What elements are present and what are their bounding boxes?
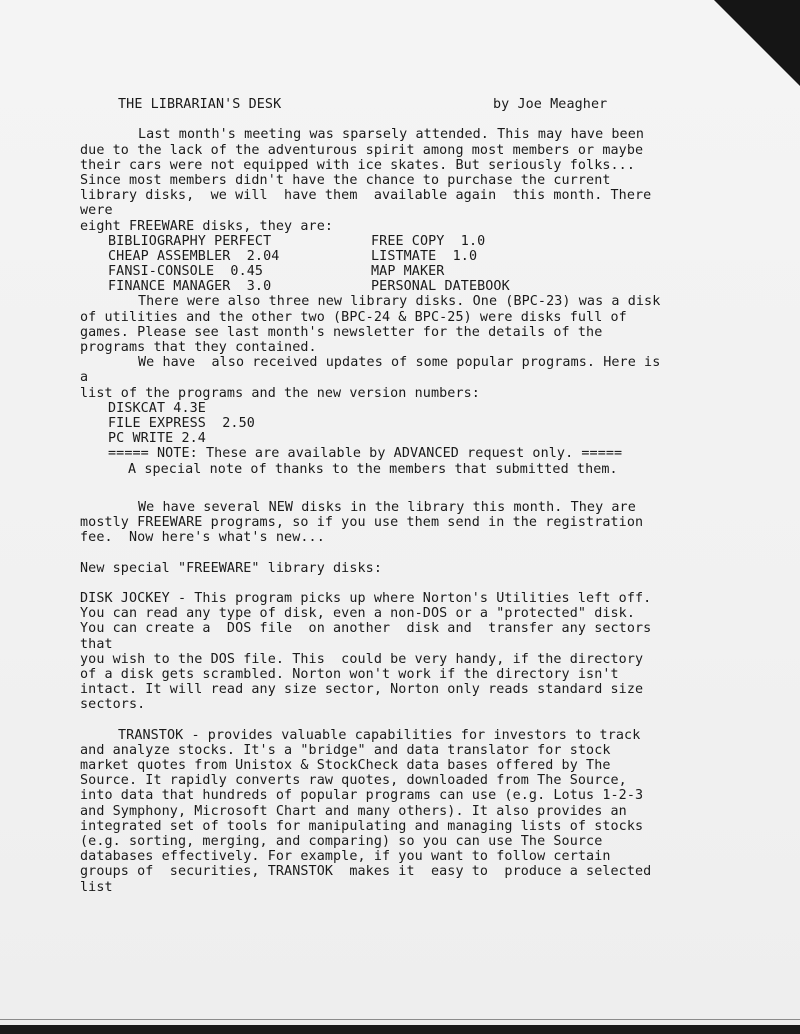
text-line: TRANSTOK - provides valuable capabilities for investors to track [118, 727, 641, 743]
list-item: FILE EXPRESS 2.50 [108, 415, 255, 431]
text-line: market quotes from Unistox & StockCheck data bases offered by The [80, 758, 611, 774]
article-body [80, 97, 780, 895]
new-disks-intro-paragraph [80, 500, 780, 546]
folded-corner-shadow [714, 0, 800, 86]
intro-paragraph [80, 127, 780, 233]
text-line: You can read any type of disk, even a non-DOS or a "protected" disk. [80, 606, 636, 622]
text-line: sectors. [80, 697, 146, 713]
text-line: their cars were not equipped with ice skates. But seriously folks... [80, 157, 636, 173]
article-title: THE LIBRARIAN'S DESK [118, 97, 282, 112]
text-line: library disks, we will have them available again this month. There [80, 188, 652, 204]
text-line: Since most members didn't have the chance to purchase the current [80, 172, 611, 188]
text-line: list of the programs and the new version numbers: [80, 385, 480, 401]
disk-name: FANSI-CONSOLE 0.45 [108, 264, 264, 280]
text-line: were [80, 203, 113, 219]
text-line: programs that they contained. [80, 340, 317, 355]
section-heading: New special "FREEWARE" library disks: [80, 560, 382, 576]
text-line: list [80, 879, 113, 895]
text-line: that [80, 636, 113, 652]
text-line: You can create a DOS file on another disk and transfer any sectors [80, 621, 652, 637]
text-line: games. Please see last month's newsletter for the details of the [80, 324, 603, 340]
disk-name: BIBLIOGRAPHY PERFECT [108, 233, 272, 249]
scanner-bottom-edge [0, 1025, 800, 1034]
text-line: due to the lack of the adventurous spirit among most members or maybe [80, 142, 644, 158]
list-item [80, 249, 780, 264]
disk-name: LISTMATE 1.0 [371, 248, 478, 264]
updates-paragraph [80, 355, 780, 401]
text-line: (e.g. sorting, merging, and comparing) so you can use The Source [80, 834, 603, 849]
text-line: and Symphony, Microsoft Chart and many others). It also provides an [80, 803, 627, 819]
text-line: of a disk gets scrambled. Norton won't work if the directory isn't [80, 666, 619, 682]
advanced-request-note: ===== NOTE: These are available by ADVANCED request only. ===== [108, 446, 623, 462]
disk-name: MAP MAKER [371, 264, 445, 280]
text-line: databases effectively. For example, if you want to follow certain [80, 849, 611, 865]
thanks-note: A special note of thanks to the members that submitted them. [128, 461, 618, 477]
disk-name: CHEAP ASSEMBLER 2.04 [108, 248, 280, 264]
text-line: you wish to the DOS file. This could be very handy, if the directory [80, 651, 644, 667]
updated-programs-list [80, 401, 780, 447]
text-line: a [80, 370, 89, 386]
text-line: mostly FREEWARE programs, so if you use them send in the registration [80, 515, 644, 531]
text-line: of utilities and the other two (BPC-24 & BPC-25) were disks full of [80, 309, 627, 325]
text-line: We have also received updates of some popular programs. Here is [138, 355, 661, 371]
new-disks-paragraph [80, 294, 780, 355]
text-line: intact. It will read any size sector, Norton only reads standard size [80, 682, 644, 698]
disk-name: FREE COPY 1.0 [371, 233, 486, 249]
list-item [80, 264, 780, 279]
list-item [80, 234, 780, 249]
text-line: fee. Now here's what's new... [80, 530, 325, 546]
disk-name: FINANCE MANAGER 3.0 [108, 279, 272, 295]
text-line: eight FREEWARE disks, they are: [80, 218, 334, 234]
text-line: We have several NEW disks in the library this month. They are [138, 499, 636, 515]
freeware-disk-list [80, 234, 780, 295]
article-header [80, 97, 780, 112]
transtok-paragraph [80, 728, 780, 895]
disk-jockey-paragraph [80, 591, 780, 713]
article-byline: by Joe Meagher [493, 97, 608, 112]
page-edge-line [0, 1019, 800, 1020]
text-line: Last month's meeting was sparsely attended. This may have been [138, 127, 645, 143]
text-line: into data that hundreds of popular programs can use (e.g. Lotus 1-2-3 [80, 788, 644, 804]
text-line: DISK JOCKEY - This program picks up where Norton's Utilities left off. [80, 591, 652, 606]
list-item: PC WRITE 2.4 [108, 431, 206, 447]
disk-name: PERSONAL DATEBOOK [371, 279, 510, 295]
text-line: groups of securities, TRANSTOK makes it easy to produce a selected [80, 864, 652, 880]
text-line: and analyze stocks. It's a "bridge" and data translator for stock [80, 742, 611, 758]
text-line: There were also three new library disks. One (BPC-23) was a disk [138, 294, 661, 310]
list-item: DISKCAT 4.3E [108, 400, 206, 416]
list-item [80, 279, 780, 294]
text-line: integrated set of tools for manipulating and managing lists of stocks [80, 818, 644, 834]
text-line: Source. It rapidly converts raw quotes, downloaded from The Source, [80, 773, 627, 789]
